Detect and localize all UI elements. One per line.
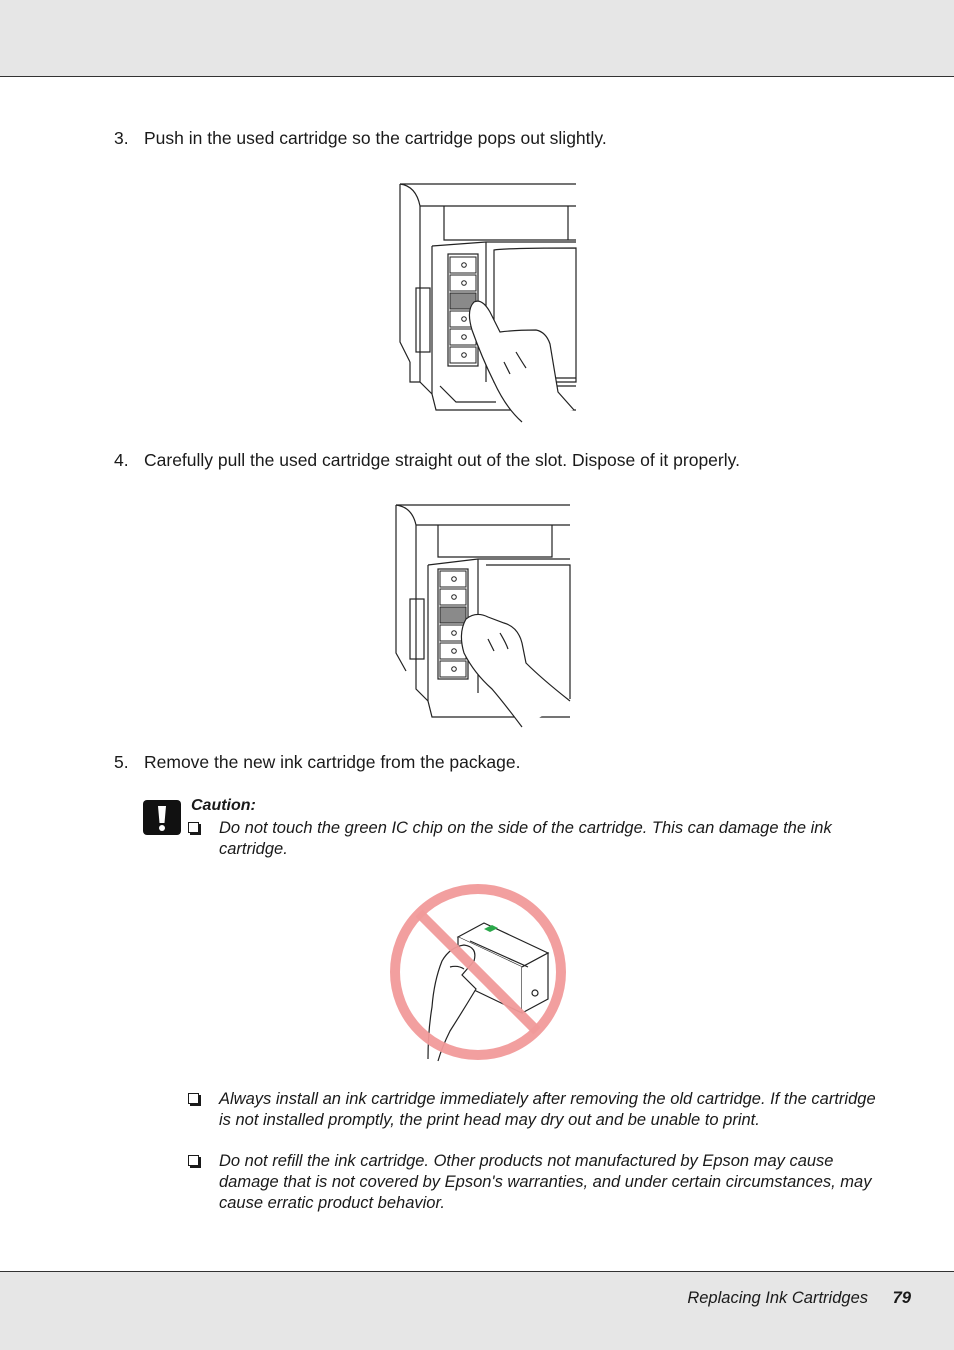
caution-item-1 bbox=[188, 818, 878, 860]
footer-section-title: Replacing Ink Cartridges bbox=[687, 1289, 868, 1307]
figure-pull-cartridge bbox=[392, 503, 574, 729]
step-5-text: Remove the new ink cartridge from the package. bbox=[144, 752, 521, 772]
step-3 bbox=[114, 127, 607, 149]
caution-item-3-text: Do not refill the ink cartridge. Other products not manufactured by Epson may cause damage that is not covered by Epson's warranties, and under certain circumstances, may cause erratic product behavior. bbox=[219, 1152, 872, 1212]
caution-icon bbox=[142, 799, 182, 836]
caution-item-3 bbox=[188, 1151, 878, 1214]
caution-item-1-text: Do not touch the green IC chip on the side of the cartridge. This can damage the ink cartridge. bbox=[219, 819, 832, 858]
caution-item-2-text: Always install an ink cartridge immediately after removing the old cartridge. If the cartridge is not installed promptly, the print head may dry out and be unable to print. bbox=[219, 1090, 876, 1129]
page-footer-band bbox=[0, 1271, 954, 1350]
step-3-text: Push in the used cartridge so the cartridge pops out slightly. bbox=[144, 128, 607, 148]
caution-item-2 bbox=[188, 1089, 878, 1131]
figure-do-not-touch-chip bbox=[388, 881, 568, 1063]
step-4-number: 4. bbox=[114, 450, 129, 470]
step-3-number: 3. bbox=[114, 128, 129, 148]
checkbox-bullet-icon bbox=[188, 822, 199, 833]
page-header-band bbox=[0, 0, 954, 77]
step-4-text: Carefully pull the used cartridge straight out of the slot. Dispose of it properly. bbox=[144, 450, 740, 470]
step-5 bbox=[114, 751, 520, 773]
step-4 bbox=[114, 449, 740, 471]
checkbox-bullet-icon bbox=[188, 1155, 199, 1166]
caution-title: Caution: bbox=[191, 797, 256, 814]
footer-page-number: 79 bbox=[892, 1289, 911, 1307]
step-5-number: 5. bbox=[114, 752, 129, 772]
figure-push-cartridge bbox=[396, 182, 580, 424]
checkbox-bullet-icon bbox=[188, 1093, 199, 1104]
